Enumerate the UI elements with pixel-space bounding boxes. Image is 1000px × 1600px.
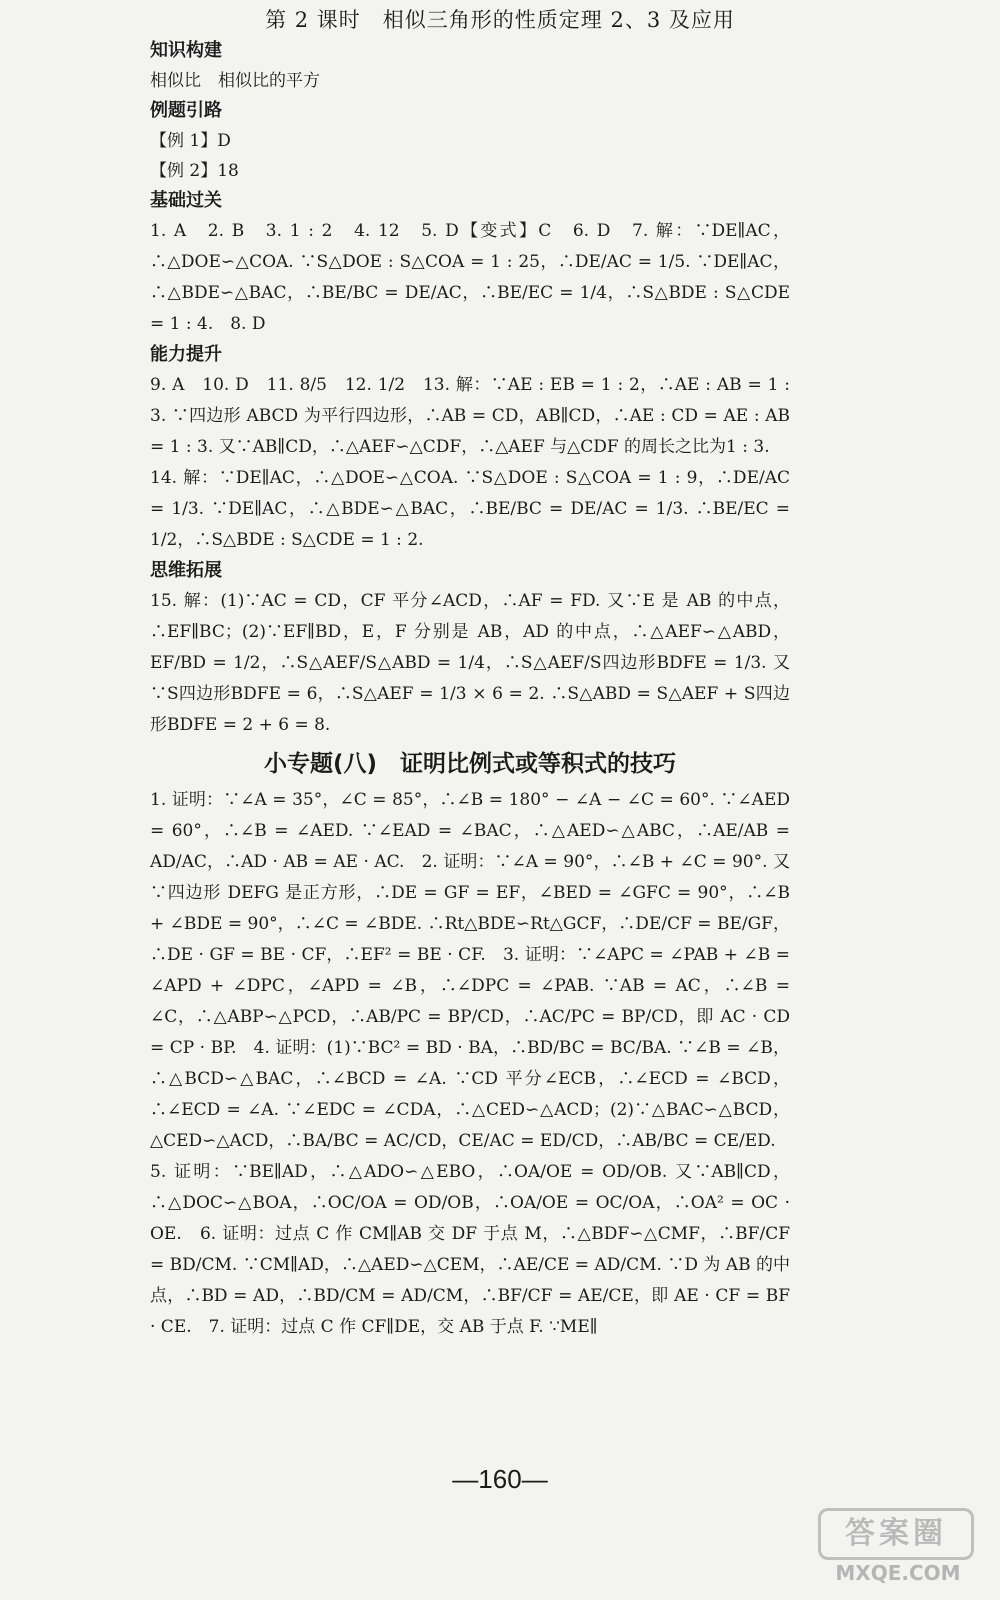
watermark [818,1508,978,1588]
page-number-value: 160 [478,1464,522,1494]
basic-answers: 1. A 2. B 3. 1 : 2 4. 12 5. D【变式】C 6. D 7. 解：∵DE∥AC，∴△DOE∽△COA. ∵S△DOE : S△COA = 1 : 25，∴DE/AC = 1/5. ∵DE∥AC，∴△BDE∽△BAC，∴BE/BC = DE/AC，∴BE/EC = 1/4，∴S△BDE : S△CDE = 1 : 4. 8. D [150,221,790,334]
heading-examples: 例题引路 [150,100,222,121]
lesson-title: 第 2 课时 相似三角形的性质定理 2、3 及应用 [265,8,735,32]
example-1: 【例 1】D [150,131,231,151]
topic-title: 小专题(八) 证明比例式或等积式的技巧 [263,751,677,777]
heading-thinking: 思维拓展 [150,560,222,581]
ability-answers-1: 9. A 10. D 11. 8/5 12. 1/2 13. 解：∵AE : EB = 1 : 2，∴AE : AB = 1 : 3. ∵四边形 ABCD 为平行四边形，∴AB = CD，AB∥CD，∴AE : CD = AE : AB = 1 : 3. 又∵AB∥CD，∴△AEF∽△CDF，∴△AEF 与△CDF 的周长之比为1 : 3. [150,375,790,457]
knowledge-text: 相似比 相似比的平方 [150,71,320,91]
answer-content [150,36,790,1343]
topic-answers-2: 5. 证明：∵BE∥AD，∴△ADO∽△EBO，∴OA/OE = OD/OB. 又∵AB∥CD，∴△DOC∽△BOA，∴OC/OA = OD/OB，∴OA/OE = OC/OA，∴OA² = OC · OE. 6. 证明：过点 C 作 CM∥AB 交 DF 于点 M，∴△BDF∽△CMF，∴BF/CF = BD/CM. ∵CM∥AD，∴△AED∽△CEM，∴AE/CE = AD/CM. ∵D 为 AB 的中点，∴BD = AD，∴BD/CM = AD/CM，∴BF/CF = AE/CE，即 AE · CF = BF · CE. 7. 证明：过点 C 作 CF∥DE，交 AB 于点 F. ∵ME∥ [150,1162,790,1337]
ability-answers-2: 14. 解：∵DE∥AC，∴△DOE∽△COA. ∵S△DOE : S△COA = 1 : 9，∴DE/AC = 1/3. ∵DE∥AC，∴△BDE∽△BAC，∴BE/BC = DE/AC = 1/3. ∴BE/EC = 1/2，∴S△BDE : S△CDE = 1 : 2. [150,468,790,550]
heading-ability: 能力提升 [150,344,222,365]
watermark-url: MXQE.COM [835,1561,961,1585]
example-2: 【例 2】18 [150,161,239,181]
topic-answers-1: 1. 证明：∵∠A = 35°，∠C = 85°，∴∠B = 180° − ∠A − ∠C = 60°. ∵∠AED = 60°，∴∠B = ∠AED. ∵∠EAD = ∠BAC，∴△AED∽△ABC，∴AE/AB = AD/AC，∴AD · AB = AE · AC. 2. 证明：∵∠A = 90°，∴∠B + ∠C = 90°. 又∵四边形 DEFG 是正方形，∴DE = GF = EF，∠BED = ∠GFC = 90°，∴∠B + ∠BDE = 90°，∴∠C = ∠BDE. ∴Rt△BDE∽Rt△GCF，∴DE/CF = BE/GF，∴DE · GF = BE · CF，∴EF² = BE · CF. 3. 证明：∵∠APC = ∠PAB + ∠B = ∠APD + ∠DPC，∠APD = ∠B，∴∠DPC = ∠PAB. ∵AB = AC，∴∠B = ∠C，∴△ABP∽△PCD，∴AB/PC = BP/CD，∴AC/PC = BP/CD，即 AC · CD = CP · BP. 4. 证明：(1)∵BC² = BD · BA，∴BD/BC = BC/BA. ∵∠B = ∠B，∴△BCD∽△BAC，∴∠BCD = ∠A. ∵CD 平分∠ECB，∴∠ECD = ∠BCD，∴∠ECD = ∠A. ∵∠EDC = ∠CDA，∴△CED∽△ACD；(2)∵△BAC∽△BCD，△CED∽△ACD，∴BA/BC = AC/CD，CE/AC = ED/CD，∴AB/BC = CE/ED. [150,790,790,1151]
heading-basic: 基础过关 [150,190,222,211]
page-number: —160— [452,1464,548,1494]
thinking-answers: 15. 解：(1)∵AC = CD，CF 平分∠ACD，∴AF = FD. 又∵E 是 AB 的中点，∴EF∥BC；(2)∵EF∥BD，E，F 分别是 AB，AD 的中点，∴△AEF∽△ABD，EF/BD = 1/2，∴S△AEF/S△ABD = 1/4，∴S△AEF/S四边形BDFE = 1/3. 又∵S四边形BDFE = 6，∴S△AEF = 1/3 × 6 = 2. ∴S△ABD = S△AEF + S四边形BDFE = 2 + 6 = 8. [150,591,790,735]
heading-knowledge: 知识构建 [150,40,222,61]
watermark-logo: 答案圈 [818,1508,974,1560]
